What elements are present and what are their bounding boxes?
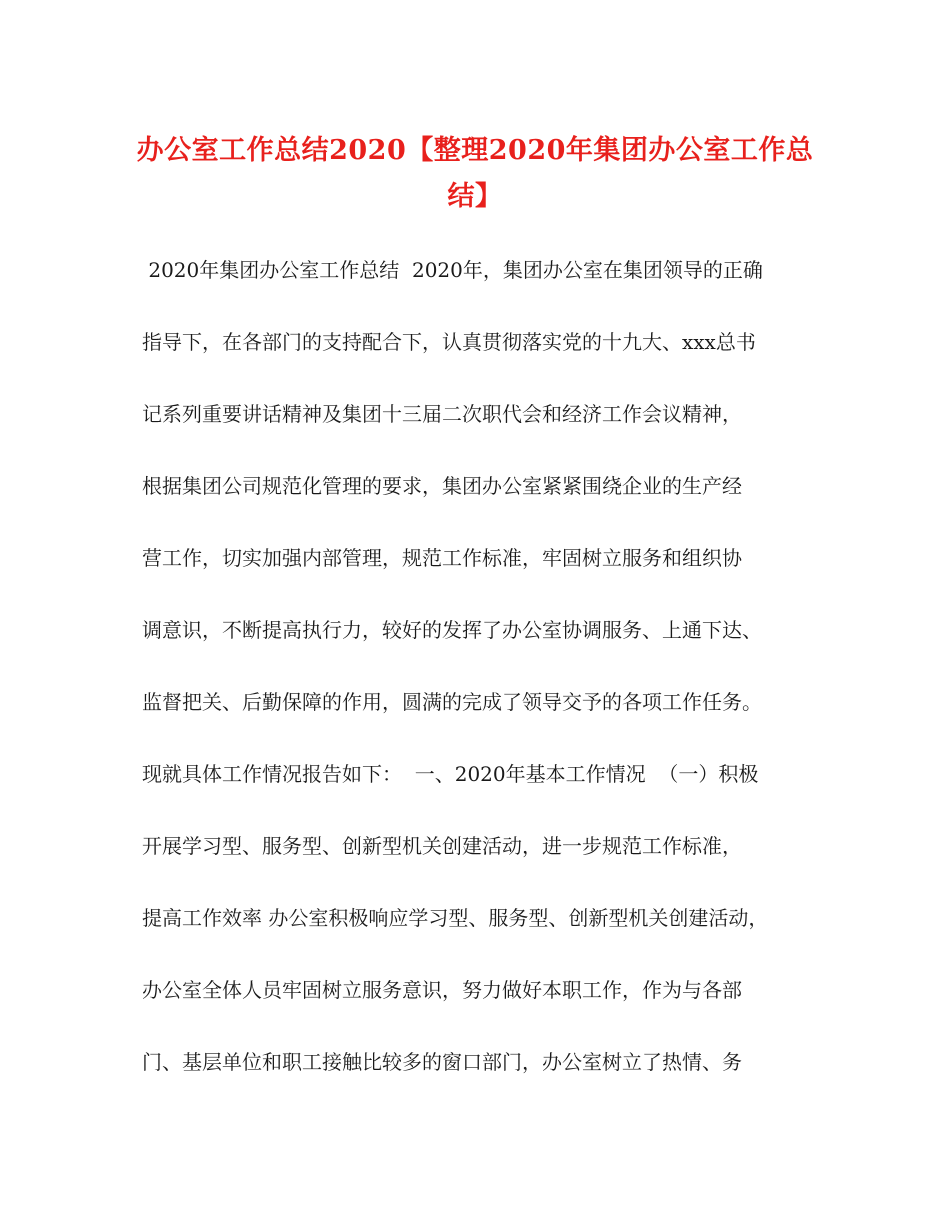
body-line: 2020年集团办公室工作总结 2020年，集团办公室在集团领导的正确 xyxy=(142,258,763,282)
title-line-2: 结】 xyxy=(447,181,503,212)
body-line: 根据集团公司规范化管理的要求，集团办公室紧紧围绕企业的生产经 xyxy=(142,474,742,498)
body-line: 监督把关、后勤保障的作用，圆满的完成了领导交予的各项工作任务。 xyxy=(142,690,762,714)
document-title xyxy=(110,128,840,220)
body-line: 营工作，切实加强内部管理，规范工作标准，牢固树立服务和组织协 xyxy=(142,546,742,570)
title-line-1: 办公室工作总结2020【整理2020年集团办公室工作总 xyxy=(136,135,814,166)
body-line: 调意识，不断提高执行力，较好的发挥了办公室协调服务、上通下达、 xyxy=(142,618,762,642)
body-line: 记系列重要讲话精神及集团十三届二次职代会和经济工作会议精神， xyxy=(142,402,742,426)
body-line: 门、基层单位和职工接触比较多的窗口部门，办公室树立了热情、务 xyxy=(142,1050,742,1074)
body-line: 提高工作效率 办公室积极响应学习型、服务型、创新型机关创建活动， xyxy=(142,906,769,930)
body-line: 指导下，在各部门的支持配合下，认真贯彻落实党的十九大、xxx总书 xyxy=(142,330,756,354)
body-line: 现就具体工作情况报告如下： 一、2020年基本工作情况 （一）积极 xyxy=(142,762,759,786)
body-line: 开展学习型、服务型、创新型机关创建活动，进一步规范工作标准， xyxy=(142,834,742,858)
body-line: 办公室全体人员牢固树立服务意识，努力做好本职工作，作为与各部 xyxy=(142,978,742,1002)
